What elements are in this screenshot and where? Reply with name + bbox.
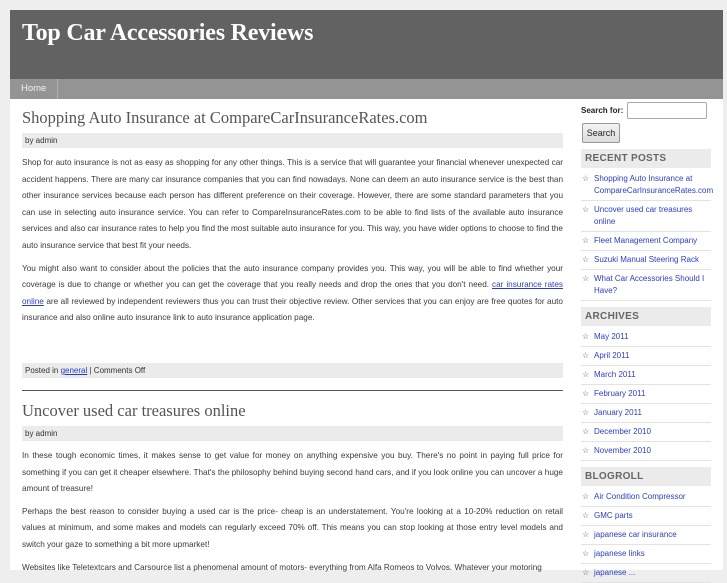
paragraph-text: are all reviewed by independent reviewers thus you can trust their objective review. Other services that you can enjoy are free quotes for auto insurance and also online auto insurance link to auto insurance application page.: [22, 296, 563, 323]
post: [22, 401, 563, 576]
star-outline-icon: ☆: [582, 408, 590, 417]
star-outline-icon: ☆: [582, 492, 590, 501]
archives-widget: [581, 307, 711, 461]
list-item: [581, 270, 711, 301]
widget-title: ARCHIVES: [581, 307, 711, 326]
post-body: [22, 155, 563, 327]
post: [22, 108, 563, 378]
archive-link[interactable]: December 2010: [594, 427, 651, 436]
paragraph-text: You might also want to consider about the policies that the auto insurance company provides you. This way, you will be able to find whether your coverage is due to change or whether you can get the coverage that you really needs and drop the ones that you don't need.: [22, 263, 563, 290]
list-item: [581, 404, 711, 423]
star-outline-icon: ☆: [582, 389, 590, 398]
blogroll-link[interactable]: Air Condition Compressor: [594, 492, 686, 501]
archive-link[interactable]: January 2011: [594, 408, 642, 417]
car-insurance-rates-link[interactable]: car insurance rates online: [22, 280, 563, 306]
list-item: [581, 366, 711, 385]
blogroll-link[interactable]: japanese ...: [594, 568, 636, 577]
list-item: [581, 232, 711, 251]
list-item: [581, 545, 711, 564]
post-paragraph: Perhaps the best reason to consider buying a used car is the price- cheap is an understatement. You're looking at a 10-20% reduction on retail values at minimum, and some makes and models can regularly exceed 70% off. This means you can stop looking at those entry level models and switch your gaze to something a bit more upmarket!: [22, 506, 563, 549]
post-title: [22, 108, 563, 128]
list-item: [581, 564, 711, 583]
post-separator: [22, 390, 563, 391]
search-form: [581, 101, 711, 119]
post-paragraph: [22, 261, 563, 327]
list-item: [581, 347, 711, 366]
recent-posts-widget: [581, 149, 714, 301]
star-outline-icon: ☆: [582, 274, 590, 283]
post-paragraph: Websites like Teletextcars and Carsource list a phenomenal amount of motors- everything from Alfa Romeos to Volvos. Whatever your motoring: [22, 562, 542, 572]
comments-status: | Comments Off: [87, 365, 146, 375]
search-label: Search for:: [581, 105, 624, 115]
post-title-link[interactable]: Uncover used car treasures online: [22, 400, 246, 420]
post-title-link[interactable]: Shopping Auto Insurance at CompareCarInsuranceRates.com: [22, 108, 428, 127]
star-outline-icon: ☆: [582, 511, 590, 520]
post-paragraph: In these tough economic times, it makes sense to get value for money on anything expensive you buy. There's no point in paying full price for something if you can get it cheaper elsewhere. That's the philosophy behind buying second hand cars, and if you look online you can uncover a huge amount of treasure!: [22, 450, 563, 494]
widget-title: RECENT POSTS: [581, 149, 711, 168]
recent-post-link[interactable]: Fleet Management Company: [594, 236, 698, 245]
main-navigation: [10, 79, 723, 99]
post-byline: by admin: [22, 426, 563, 441]
list-item: [581, 526, 711, 545]
archive-link[interactable]: February 2011: [594, 389, 646, 398]
widget-title: BLOGROLL: [581, 467, 711, 486]
star-outline-icon: ☆: [582, 332, 590, 341]
recent-post-link[interactable]: Uncover used car treasures online: [594, 205, 693, 226]
posted-in-label: Posted in: [25, 365, 61, 375]
post-byline: by admin: [22, 133, 563, 148]
list-item: [581, 488, 711, 507]
list-item: [581, 251, 711, 270]
archive-link[interactable]: May 2011: [594, 332, 629, 341]
post-meta: [22, 363, 563, 378]
blogroll-link[interactable]: japanese car insurance: [594, 530, 677, 539]
recent-post-link[interactable]: Shopping Auto Insurance at CompareCarInsuranceRates.com: [594, 174, 714, 195]
list-item: [581, 385, 711, 404]
category-link-general[interactable]: general: [60, 365, 88, 375]
blogroll-widget: [581, 467, 711, 583]
archive-link[interactable]: April 2011: [594, 351, 630, 360]
star-outline-icon: ☆: [582, 568, 590, 577]
list-item: [581, 201, 711, 232]
list-item: [581, 442, 711, 461]
list-item: [581, 507, 711, 526]
star-outline-icon: ☆: [582, 236, 590, 245]
list-item: [581, 170, 714, 201]
post-paragraph: Shop for auto insurance is not as easy as shopping for any other things. This is a service that will guarantee your financial whenever unexpected car accident happens. There are many car insurance companies that you can find nowadays. None can deem an auto insurance service is the best than other insurance services because each person has different preference on their coverage. However, there are some standard parameters that you can use in selecting auto insurance service. You can refer to CompareInsuranceRates.com to be able to find lists of the available auto insurance services and also car insurance rates to help you find the most suitable auto insurance for you. This way, you have wider options to choose to find the auto insurance service that best fit your needs.: [22, 158, 563, 250]
archive-link[interactable]: March 2011: [594, 370, 636, 379]
star-outline-icon: ☆: [582, 530, 590, 539]
archive-link[interactable]: November 2010: [594, 446, 651, 455]
nav-item-home[interactable]: Home: [10, 79, 58, 99]
star-outline-icon: ☆: [582, 255, 590, 264]
star-outline-icon: ☆: [582, 446, 590, 455]
main-content: [22, 108, 563, 582]
recent-post-link[interactable]: Suzuki Manual Steering Rack: [594, 255, 699, 264]
post-title: [22, 401, 563, 421]
sidebar: [581, 101, 714, 583]
page-container: [10, 10, 723, 577]
star-outline-icon: ☆: [582, 427, 590, 436]
list-item: [581, 328, 711, 347]
blogroll-link[interactable]: GMC parts: [594, 511, 633, 520]
star-outline-icon: ☆: [582, 549, 590, 558]
recent-post-link[interactable]: What Car Accessories Should I Have?: [594, 274, 705, 295]
post-body: [22, 448, 563, 576]
site-header: [10, 10, 723, 79]
site-title[interactable]: Top Car Accessories Reviews: [22, 20, 314, 46]
star-outline-icon: ☆: [582, 370, 590, 379]
search-input[interactable]: [627, 102, 707, 119]
search-button[interactable]: Search: [582, 123, 620, 143]
list-item: [581, 423, 711, 442]
star-outline-icon: ☆: [582, 351, 590, 360]
star-outline-icon: ☆: [582, 205, 590, 214]
star-outline-icon: ☆: [582, 174, 590, 183]
blogroll-link[interactable]: japanese links: [594, 549, 645, 558]
